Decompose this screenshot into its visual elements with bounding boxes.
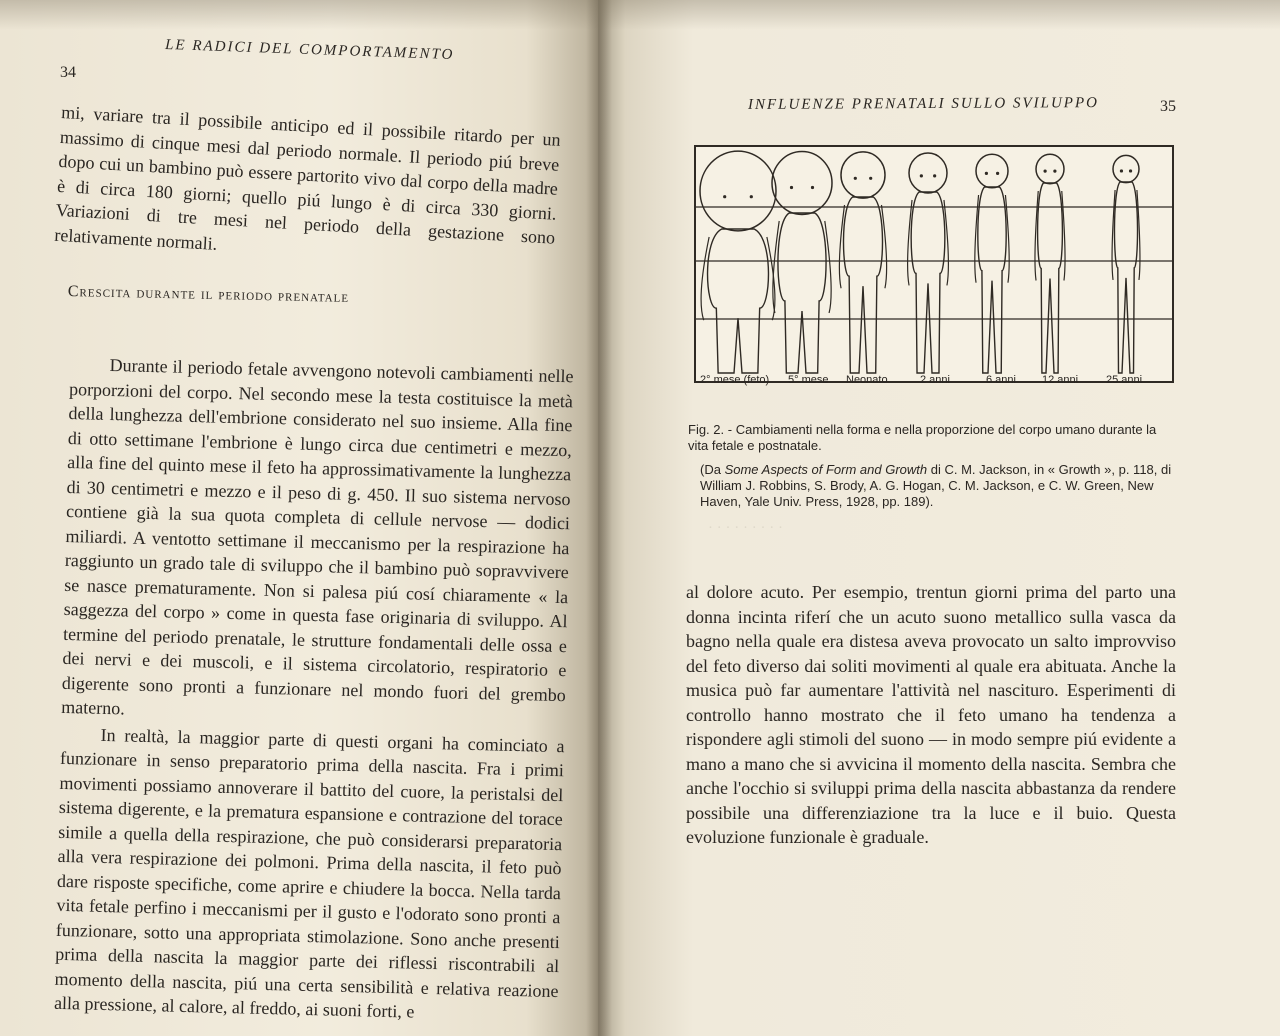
right-running-head: INFLUENZE PRENATALI SULLO SVILUPPO	[747, 95, 1099, 113]
figure-head	[1036, 154, 1064, 183]
figure-label: 6 anni	[986, 374, 1016, 386]
figure-eye	[985, 172, 988, 175]
left-top-paragraph	[54, 100, 561, 275]
figure-label: 2° mese (feto)	[700, 374, 770, 386]
growth-proportions-figure	[694, 145, 1174, 383]
source-prefix: (Da	[700, 462, 721, 477]
figure-body-outline	[778, 213, 826, 373]
figure-head	[909, 153, 947, 193]
page-top-shadow	[0, 0, 1280, 30]
source-details: di C. M. Jackson, in « Growth », p. 118, di William J. Robbins, S. Brody, A. G. Hogan, C. M. Jackson, e C. W. Green, New Haven, Yale Univ. Press, 1928, pp. 189).	[700, 462, 1172, 509]
body-paragraph: al dolore acuto. Per esempio, trentun giorni prima del parto una donna incinta riferí che un acuto suono metallico sulla vasca da bagno nella quale era distesa aveva provocato un salto improvviso del feto diverso dai soliti movimenti al quale era abituata. Anche la musica può far aumentare l'attività nel nascituro. Esperimenti di controllo hanno mostrato che il feto umano ha tendenza a rispondere agli stimoli del suono — in modo sempre piú evidente a mano a mano che si avvicina il momento della nascita. Sembra che anche l'occhio si sviluppi prima della nascita abbastanza da rendere possibile una differenziazione tra la luce e il buio. Questa evoluzione funzionale è graduale.	[686, 582, 1176, 847]
figure-eye	[1129, 169, 1132, 172]
figure-head	[976, 154, 1008, 188]
figure-number: Fig. 2. -	[688, 422, 733, 437]
section-heading: Crescita durante il periodo prenatale	[67, 283, 350, 306]
right-page-number: 35	[1160, 98, 1176, 115]
right-main-text	[686, 580, 1176, 850]
figure-head	[772, 152, 832, 215]
figure-head	[1113, 155, 1139, 182]
figure-source	[700, 462, 1176, 510]
figure-eye	[920, 174, 923, 177]
figure-eye	[1120, 169, 1123, 172]
figure-label: 5° mese	[788, 374, 829, 386]
figure-eye	[854, 177, 857, 180]
figure-label: Neonato	[846, 374, 888, 386]
figure-eye	[1044, 170, 1047, 173]
caption-text: Cambiamenti nella forma e nella proporzione del corpo umano durante la vita fetale e postnatale.	[688, 422, 1157, 453]
figure-body-outline	[1038, 183, 1063, 373]
figure-head	[841, 152, 885, 198]
figure-label: 2 anni	[920, 374, 950, 386]
figure-eye	[723, 195, 726, 198]
figure-body-outline	[1114, 182, 1137, 373]
top-paragraph-text: mi, variare tra il possibile anticipo ed il possibile ritardo per un massimo di cinque mesi dal periodo normale. Il periodo piú breve dopo cui un bambino può essere partorito vivo dal corpo della madre è di circa 180 giorni; quello piú lungo è di circa 330 giorni. Variazioni di tre mesi nel periodo della gestazione sono relativamente normali.	[53, 101, 562, 254]
figure-body-outline	[978, 187, 1006, 373]
figure-body-outline	[708, 229, 769, 373]
figure-eye	[750, 195, 753, 198]
figure-eye	[869, 177, 872, 180]
figure-caption	[688, 422, 1176, 454]
figure-labels	[694, 374, 1174, 394]
figure-body-outline	[844, 197, 883, 373]
figure-body-outline	[911, 192, 945, 373]
body-paragraph: In realtà, la maggior parte di questi organi ha cominciato a funzionare in senso preparatorio prima della nascita. Fra i primi movimenti possiamo annoverare il battito del cuore, la peristalsi del sistema digerente, e la prematura espansione e contrazione del torace simile a quella della respirazione, che può considerarsi preparatoria alla vera respirazione dei polmoni. Prima della nascita, il feto può dare risposte specifiche, come aprire e chiudere la bocca. Nella tarda vita fetale perfino i meccanismi per il gusto e l'odorato sono pronti a funzionare, sotto una appropriata stimolazione. Sono anche presenti prima della nascita la maggior parte dei riflessi riscontrabili al momento della nascita, piú una certa sensibilità e relativa reazione alla pressione, al calore, al freddo, ai suoni forti, e	[53, 724, 565, 1022]
figure-eye	[996, 172, 999, 175]
left-main-text	[54, 352, 574, 1028]
figure-head	[700, 151, 776, 231]
figure-eye	[933, 174, 936, 177]
figure-label: 12 anni	[1042, 374, 1079, 386]
figure-eye	[790, 186, 793, 189]
source-title: Some Aspects of Form and Growth	[724, 462, 928, 477]
bleed-through-text: · · · · · · · · ·	[708, 520, 783, 536]
body-paragraph: Durante il periodo fetale avvengono notevoli cambiamenti nelle porporzioni del corpo. Nel secondo mese la testa costituisce la metà della lunghezza dell'embrione considerato nel suo insieme. Alla fine di otto settimane l'embrione è lungo circa due centimetri e mezzo, alla fine del quinto mese il feto ha approssimativamente la lunghezza di 30 centimetri e mezzo e il peso di g. 450. Il suo sistema nervoso contiene già la sua quota completa di cellule nervose — dodici miliardi. A ventotto settimane il meccanismo per la respirazione ha raggiunto un grado tale di sviluppo che il bambino può sopravvivere se nasce prematuramente. Non si palesa piú cosí chiaramente « la saggezza del corpo » come in questa fase originaria di sviluppo. Al termine del periodo prenatale, le strutture fondamentali delle ossa e dei nervi e dei muscoli, e il sistema circolatorio, respiratorio e digerente sono pronti a funzionare nel mondo fuori del grembo materno.	[61, 354, 574, 719]
figure-label: 25 anni	[1106, 374, 1143, 386]
figure-drawing	[696, 147, 1172, 381]
left-page-number: 34	[60, 64, 76, 81]
figure-eye	[811, 186, 814, 189]
book-gutter	[586, 0, 612, 1036]
figure-eye	[1053, 170, 1056, 173]
left-page	[0, 0, 598, 1036]
left-running-head: LE RADICI DEL COMPORTAMENTO	[164, 36, 455, 64]
